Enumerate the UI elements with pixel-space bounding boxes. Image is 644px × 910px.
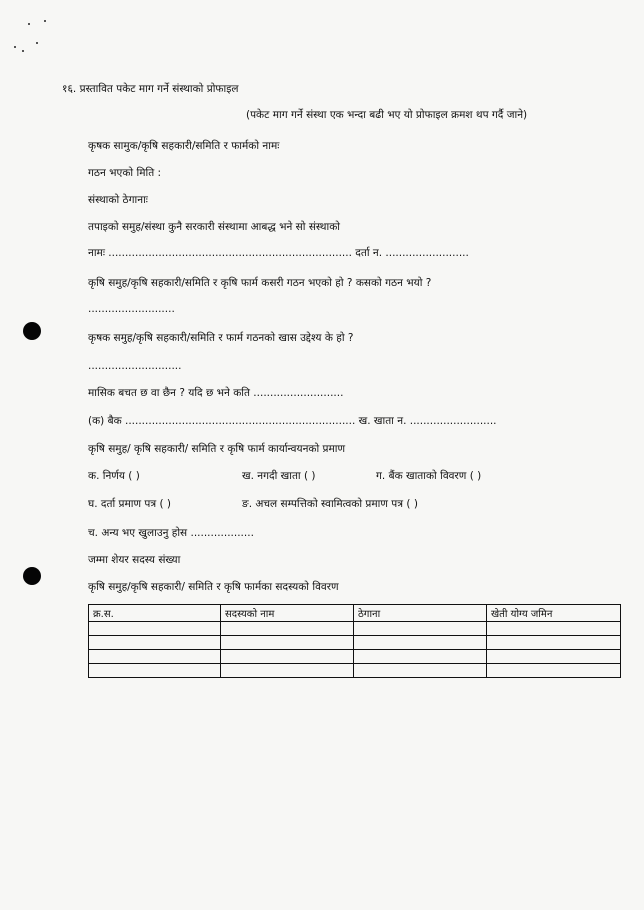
field-affiliation-name: नामः ......................................................................... दर्ता न. ......................... [88,247,469,259]
proof-cash-account: ख. नगदी खाता ( ) [242,470,316,482]
members-table [88,604,621,678]
scan-speck [22,50,24,52]
field-purpose-blank: ............................ [88,360,182,372]
punch-hole [23,567,41,585]
field-member-details: कृषि समुह/कृषि सहकारी/ समिति र कृषि फार्मका सदस्यको विवरण [88,581,339,593]
field-how-formed: कृषि समुह/कृषि सहकारी/समिति र कृषि फार्म कसरी गठन भएको हो ? कसको गठन भयो ? [88,277,432,289]
table-header-row [89,605,621,622]
scan-speck [44,20,46,22]
proof-decision: क. निर्णय ( ) [88,470,140,482]
scan-speck [14,46,16,48]
proof-property: ङ. अचल सम्पत्तिको स्वामित्वको प्रमाण पत्र ( ) [242,498,418,510]
field-established-date: गठन भएको मिति : [88,167,162,179]
table-row [89,650,621,664]
col-member-name: सदस्यको नाम [221,605,354,622]
section-heading: १६. प्रस्तावित पकेट माग गर्ने संस्थाको प्रोफाइल [62,83,239,95]
proof-registration: घ. दर्ता प्रमाण पत्र ( ) [88,498,172,510]
table-row [89,622,621,636]
field-group-name: कृषक सामुक/कृषि सहकारी/समिति र फार्मको नामः [88,140,280,152]
col-cultivable-land: खेती योग्य जमिन [487,605,621,622]
table-row [89,636,621,650]
table-row [89,664,621,678]
field-how-formed-blank: .......................... [88,303,175,315]
col-address: ठेगाना [354,605,487,622]
field-bank: (क) बैक ..................................................................... ख. खाता न. .......................... [88,415,497,427]
field-savings: मासिक बचत छ वा छैन ? यदि छ भने कति ........................... [88,387,344,399]
col-serial: क्र.स. [89,605,221,622]
field-share-members: जम्मा शेयर सदस्य संख्या [88,554,181,566]
field-address: संस्थाको ठेगानाः [88,194,148,206]
section-note: (पकेट माग गर्ने संस्था एक भन्दा बढी भए यो प्रोफाइल क्रमश थप गर्दै जाने) [246,109,528,121]
punch-hole [23,322,41,340]
field-affiliation: तपाइको समुह/संस्था कुनै सरकारी संस्थामा आबद्ध भने सो संस्थाको [88,221,341,233]
proof-bank-account: ग. बैंक खाताको विवरण ( ) [376,470,482,482]
field-proof-title: कृषि समुह/ कृषि सहकारी/ समिति र कृषि फार्म कार्यान्वयनको प्रमाण [88,443,346,455]
field-purpose: कृषक समुह/कृषि सहकारी/समिति र फार्म गठनको खास उद्देश्य के हो ? [88,332,354,344]
proof-other: च. अन्य भए खुलाउनु होस ................... [88,527,254,539]
scan-speck [36,42,38,44]
scan-speck [28,23,30,25]
